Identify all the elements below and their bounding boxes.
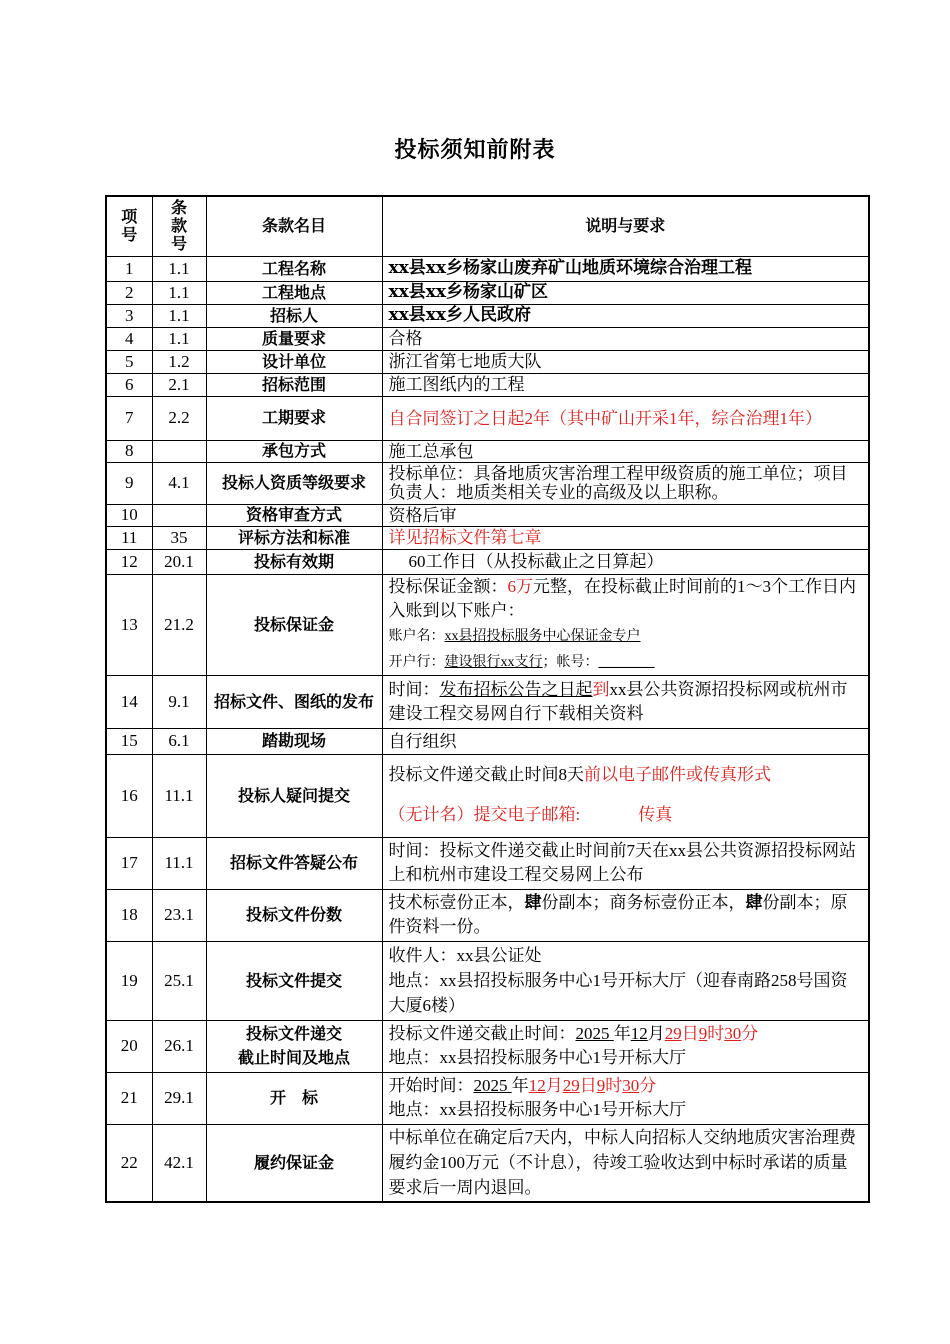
- row-num: 8: [106, 440, 152, 462]
- row-clause: 21.2: [152, 574, 206, 675]
- table-row: [106, 574, 869, 675]
- row-name: 工期要求: [206, 396, 382, 440]
- row-clause: 11.1: [152, 754, 206, 837]
- row-desc: 投标单位：具备地质灾害治理工程甲级资质的施工单位；项目负责人：地质类相关专业的高级及以上职称。: [382, 462, 869, 504]
- row-num: 22: [106, 1124, 152, 1202]
- row-num: 1: [106, 256, 152, 281]
- row-clause: 1.2: [152, 350, 206, 373]
- table-row: [106, 941, 869, 1020]
- row-desc: 合格: [382, 327, 869, 350]
- row-num: 5: [106, 350, 152, 373]
- header-num: 项 号: [106, 196, 152, 256]
- table-row: [106, 1124, 869, 1202]
- row-desc: 详见招标文件第七章: [382, 526, 869, 549]
- table-row: [106, 281, 869, 304]
- row-num: 18: [106, 889, 152, 941]
- row-desc: 施工图纸内的工程: [382, 373, 869, 396]
- row-desc: 时间：发布招标公告之日起到xx县公共资源招投标网或杭州市建设工程交易网自行下载相关资料: [382, 675, 869, 728]
- row-clause: 25.1: [152, 941, 206, 1020]
- bid-notice-table: [105, 195, 870, 1203]
- row-num: 3: [106, 304, 152, 327]
- row-desc: xx县xx乡人民政府: [382, 304, 869, 327]
- table-header-row: [106, 196, 869, 256]
- row-clause: 26.1: [152, 1020, 206, 1072]
- table-row: [106, 504, 869, 526]
- row-num: 15: [106, 728, 152, 754]
- row-num: 20: [106, 1020, 152, 1072]
- row-num: 16: [106, 754, 152, 837]
- row-num: 19: [106, 941, 152, 1020]
- row-name: 招标范围: [206, 373, 382, 396]
- row-desc: 技术标壹份正本，肆份副本；商务标壹份正本，肆份副本；原件资料一份。: [382, 889, 869, 941]
- row-desc: 60工作日（从投标截止之日算起）: [382, 549, 869, 574]
- row-desc: 投标保证金额：6万元整，在投标截止时间前的1～3个工作日内入账到以下账户： 账户名：xx县招投标服务中心保证金专户 开户行：建设银行xx支行；帐号：________: [382, 574, 869, 675]
- row-name: 投标文件份数: [206, 889, 382, 941]
- row-name: 设计单位: [206, 350, 382, 373]
- row-desc: 投标文件递交截止时间：2025 年12月29日9时30分 地点：xx县招投标服务中心1号开标大厅: [382, 1020, 869, 1072]
- table-row: [106, 350, 869, 373]
- row-name: 工程地点: [206, 281, 382, 304]
- row-num: 21: [106, 1072, 152, 1124]
- table-row: [106, 396, 869, 440]
- table-row: [106, 304, 869, 327]
- table-row: [106, 327, 869, 350]
- row-desc: 投标文件递交截止时间8天前以电子邮件或传真形式 （无计名）提交电子邮箱: 传真: [382, 754, 869, 837]
- row-num: 11: [106, 526, 152, 549]
- account-name: 账户名：xx县招投标服务中心保证金专户: [388, 628, 641, 644]
- row-desc: 浙江省第七地质大队: [382, 350, 869, 373]
- row-clause: 20.1: [152, 549, 206, 574]
- row-desc: 时间：投标文件递交截止时间前7天在xx县公共资源招投标网站上和杭州市建设工程交易网上公布: [382, 837, 869, 889]
- row-name: 资格审查方式: [206, 504, 382, 526]
- row-num: 12: [106, 549, 152, 574]
- row-clause: 1.1: [152, 281, 206, 304]
- row-name: 投标保证金: [206, 574, 382, 675]
- row-num: 17: [106, 837, 152, 889]
- table-row: [106, 754, 869, 837]
- row-name: 工程名称: [206, 256, 382, 281]
- row-num: 14: [106, 675, 152, 728]
- table-row: [106, 889, 869, 941]
- table-row: [106, 549, 869, 574]
- table-row: [106, 462, 869, 504]
- row-desc: xx县xx乡杨家山废弃矿山地质环境综合治理工程: [382, 256, 869, 281]
- row-name: 踏勘现场: [206, 728, 382, 754]
- table-row: [106, 526, 869, 549]
- row-desc: 施工总承包: [382, 440, 869, 462]
- row-desc: 自行组织: [382, 728, 869, 754]
- row-num: 9: [106, 462, 152, 504]
- row-name: 招标文件答疑公布: [206, 837, 382, 889]
- row-name: 承包方式: [206, 440, 382, 462]
- bank-info: 开户行：建设银行xx支行；帐号：________: [388, 654, 655, 670]
- header-desc: 说明与要求: [382, 196, 869, 256]
- row-clause: 1.1: [152, 304, 206, 327]
- row-num: 13: [106, 574, 152, 675]
- row-clause: 2.1: [152, 373, 206, 396]
- row-num: 10: [106, 504, 152, 526]
- header-name: 条款名目: [206, 196, 382, 256]
- page-title: 投标须知前附表: [394, 138, 556, 163]
- row-clause: 11.1: [152, 837, 206, 889]
- row-clause: 1.1: [152, 256, 206, 281]
- row-name: 质量要求: [206, 327, 382, 350]
- row-name: 招标人: [206, 304, 382, 327]
- table-row: [106, 728, 869, 754]
- table-row: [106, 440, 869, 462]
- row-desc: 资格后审: [382, 504, 869, 526]
- row-num: 2: [106, 281, 152, 304]
- table-row: [106, 1072, 869, 1124]
- row-clause: 6.1: [152, 728, 206, 754]
- row-name: 投标人疑问提交: [206, 754, 382, 837]
- row-name: 投标人资质等级要求: [206, 462, 382, 504]
- row-num: 7: [106, 396, 152, 440]
- row-name: 投标有效期: [206, 549, 382, 574]
- row-name: 投标文件递交 截止时间及地点: [206, 1020, 382, 1072]
- row-num: 6: [106, 373, 152, 396]
- row-name: 履约保证金: [206, 1124, 382, 1202]
- header-clause: 条 款 号: [152, 196, 206, 256]
- row-desc: 中标单位在确定后7天内，中标人向招标人交纳地质灾害治理费履约金100万元（不计息），待竣工验收达到中标时承诺的质量要求后一周内退回。: [382, 1124, 869, 1202]
- table-row: [106, 1020, 869, 1072]
- row-clause: 1.1: [152, 327, 206, 350]
- table-row: [106, 256, 869, 281]
- row-clause: 29.1: [152, 1072, 206, 1124]
- row-clause: [152, 440, 206, 462]
- row-desc: xx县xx乡杨家山矿区: [382, 281, 869, 304]
- row-name: 招标文件、图纸的发布: [206, 675, 382, 728]
- row-clause: 23.1: [152, 889, 206, 941]
- row-name: 开 标: [206, 1072, 382, 1124]
- row-desc: 收件人：xx县公证处 地点：xx县招投标服务中心1号开标大厅（迎春南路258号国资大厦6楼）: [382, 941, 869, 1020]
- row-desc: 开始时间：2025 年12月29日9时30分 地点：xx县招投标服务中心1号开标大厅: [382, 1072, 869, 1124]
- table-row: [106, 373, 869, 396]
- row-clause: 42.1: [152, 1124, 206, 1202]
- row-clause: [152, 504, 206, 526]
- row-clause: 2.2: [152, 396, 206, 440]
- row-desc: 自合同签订之日起2年（其中矿山开采1年，综合治理1年）: [382, 396, 869, 440]
- row-clause: 35: [152, 526, 206, 549]
- table-row: [106, 675, 869, 728]
- row-clause: 4.1: [152, 462, 206, 504]
- row-clause: 9.1: [152, 675, 206, 728]
- table-row: [106, 837, 869, 889]
- row-name: 评标方法和标准: [206, 526, 382, 549]
- row-num: 4: [106, 327, 152, 350]
- row-name: 投标文件提交: [206, 941, 382, 1020]
